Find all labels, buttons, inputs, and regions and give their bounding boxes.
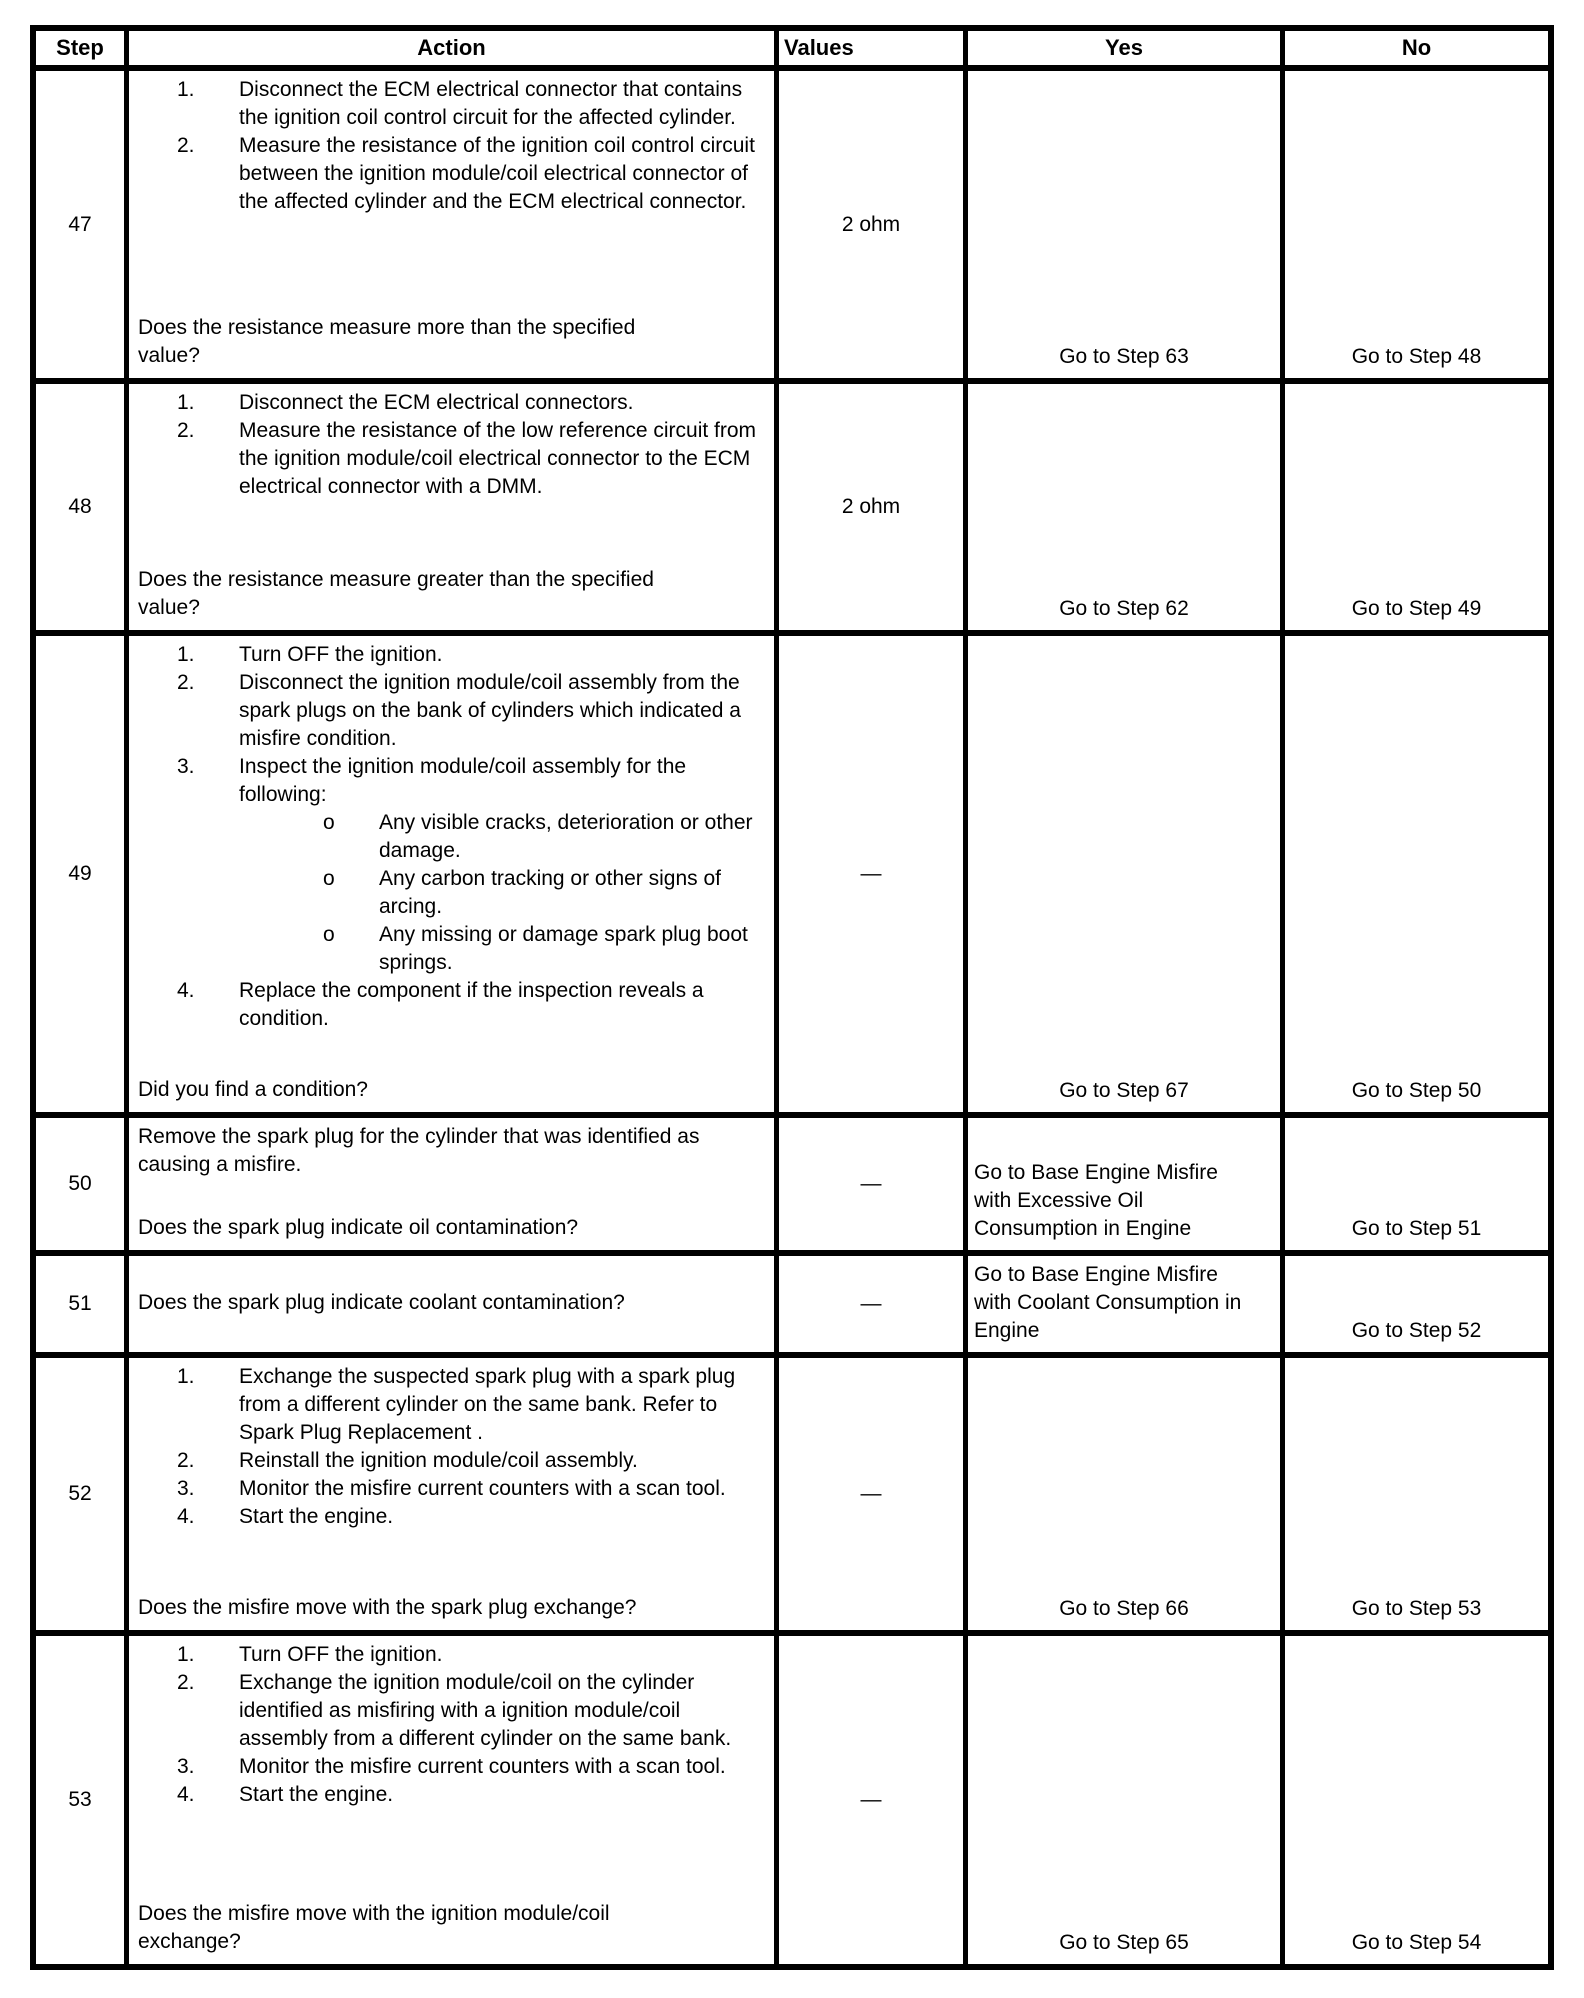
row-52-action	[129, 1358, 774, 1630]
action-list	[129, 1641, 762, 1809]
row-50-no: Go to Step 51	[1285, 1118, 1548, 1250]
list-item-text: Reinstall the ignition module/coil assembly.	[239, 1449, 638, 1472]
sub-bullet-item	[323, 809, 762, 865]
action-question: Does the misfire move with the ignition module/coil exchange?	[138, 1902, 610, 1953]
row-48-values: 2 ohm	[779, 384, 963, 630]
action-list-item	[177, 669, 762, 753]
row-49-values: —	[779, 636, 963, 1112]
row-47-no: Go to Step 48	[1285, 71, 1548, 378]
row-47-values: 2 ohm	[779, 71, 963, 378]
action-question: Does the resistance measure greater than the specified value?	[138, 568, 654, 619]
row-47-action	[129, 71, 774, 378]
list-item-text: Measure the resistance of the low reference circuit from the ignition module/coil electrical connector to the ECM electrical connector with a DMM.	[239, 419, 757, 498]
action-list-item	[177, 1447, 762, 1475]
list-item-text: Inspect the ignition module/coil assembly for the following: o Any visible cracks, deterioration or other damage. o Any carbon tracking or other signs of arcing. o Any missing or damage spark plug boot springs.	[239, 753, 762, 977]
list-item-text: Disconnect the ECM electrical connectors.	[239, 391, 634, 414]
row-50-yes: Go to Base Engine Misfire with Excessive Oil Consumption in Engine	[968, 1118, 1280, 1250]
action-question: Does the resistance measure more than the specified value?	[138, 316, 636, 367]
list-item-number: 1.	[177, 1365, 195, 1388]
sub-bullet-item	[323, 921, 762, 977]
action-list-item	[177, 977, 762, 1033]
header-action: Action	[129, 31, 774, 65]
list-item-number: 1.	[177, 643, 195, 666]
action-list	[129, 389, 762, 501]
list-item-number: 2.	[177, 1671, 195, 1694]
row-53-step: 53	[36, 1636, 124, 1964]
list-item-text: Disconnect the ECM electrical connector that contains the ignition coil control circuit for the affected cylinder.	[239, 78, 743, 129]
row-51-values: —	[779, 1256, 963, 1352]
list-item-number: 3.	[177, 1755, 195, 1778]
row-49-yes: Go to Step 67	[968, 636, 1280, 1112]
bullet-marker: o	[323, 811, 335, 834]
action-list-item	[177, 389, 762, 417]
action-list-item	[177, 641, 762, 669]
row-53-values: —	[779, 1636, 963, 1964]
list-item-number: 4.	[177, 979, 195, 1002]
row-52-no: Go to Step 53	[1285, 1358, 1548, 1630]
list-item-number: 4.	[177, 1505, 195, 1528]
row-52-values: —	[779, 1358, 963, 1630]
action-list-item	[177, 1641, 762, 1669]
list-item-text: Turn OFF the ignition.	[239, 643, 443, 666]
list-item-text: Monitor the misfire current counters with a scan tool.	[239, 1477, 726, 1500]
row-50-step: 50	[36, 1118, 124, 1250]
list-item-text: Exchange the ignition module/coil on the cylinder identified as misfiring with a ignition module/coil assembly from a different cylinder on the same bank.	[239, 1671, 732, 1750]
sub-bullet-text: Any visible cracks, deterioration or other damage.	[379, 811, 753, 862]
row-51-action	[129, 1256, 774, 1352]
action-list-item	[177, 76, 762, 132]
row-52-yes: Go to Step 66	[968, 1358, 1280, 1630]
action-list-item	[177, 1363, 762, 1447]
list-item-text: Exchange the suspected spark plug with a spark plug from a different cylinder on the same bank. Refer to Spark Plug Replacement .	[239, 1365, 736, 1444]
list-item-text: Start the engine.	[239, 1505, 394, 1528]
action-list-item	[177, 132, 762, 216]
action-question: Did you find a condition?	[138, 1078, 368, 1101]
list-item-number: 1.	[177, 391, 195, 414]
row-48-step: 48	[36, 384, 124, 630]
bullet-marker: o	[323, 923, 335, 946]
action-question: Does the spark plug indicate coolant contamination?	[138, 1290, 625, 1314]
header-values: Values	[779, 31, 963, 65]
action-list-item	[177, 1781, 762, 1809]
list-item-number: 4.	[177, 1783, 195, 1806]
row-49-no: Go to Step 50	[1285, 636, 1548, 1112]
action-list	[129, 641, 762, 1033]
row-51-no: Go to Step 52	[1285, 1256, 1548, 1352]
action-list-item	[177, 1753, 762, 1781]
row-52-step: 52	[36, 1358, 124, 1630]
list-item-number: 1.	[177, 1643, 195, 1666]
action-question: Does the spark plug indicate oil contamination?	[138, 1216, 579, 1239]
list-item-text: Start the engine.	[239, 1783, 394, 1806]
row-49-action	[129, 636, 774, 1112]
row-53-action	[129, 1636, 774, 1964]
sub-bullet-list	[323, 809, 762, 977]
row-53-yes: Go to Step 65	[968, 1636, 1280, 1964]
list-item-number: 2.	[177, 419, 195, 442]
bullet-marker: o	[323, 867, 335, 890]
action-statement: Remove the spark plug for the cylinder that was identified as causing a misfire.	[138, 1125, 700, 1176]
list-item-number: 2.	[177, 671, 195, 694]
action-list	[129, 76, 762, 216]
list-item-text: Disconnect the ignition module/coil assembly from the spark plugs on the bank of cylinders which indicated a misfire condition.	[239, 671, 741, 750]
sub-bullet-text: Any carbon tracking or other signs of arcing.	[379, 867, 722, 918]
action-list	[129, 1363, 762, 1531]
row-47-yes: Go to Step 63	[968, 71, 1280, 378]
row-50-values: —	[779, 1118, 963, 1250]
list-item-text: Monitor the misfire current counters with a scan tool.	[239, 1755, 726, 1778]
action-list-item	[177, 1503, 762, 1531]
row-48-yes: Go to Step 62	[968, 384, 1280, 630]
list-item-number: 1.	[177, 78, 195, 101]
row-50-action	[129, 1118, 774, 1250]
action-list-item	[177, 1475, 762, 1503]
list-item-number: 2.	[177, 1449, 195, 1472]
list-item-text: Replace the component if the inspection reveals a condition.	[239, 979, 704, 1030]
list-item-number: 3.	[177, 1477, 195, 1500]
row-48-no: Go to Step 49	[1285, 384, 1548, 630]
list-item-text: Measure the resistance of the ignition coil control circuit between the ignition module/coil electrical connector of the affected cylinder and the ECM electrical connector.	[239, 134, 755, 213]
row-47-step: 47	[36, 71, 124, 378]
row-51-yes: Go to Base Engine Misfire with Coolant Consumption in Engine	[968, 1256, 1280, 1352]
list-item-number: 2.	[177, 134, 195, 157]
header-step: Step	[36, 31, 124, 65]
action-list-item	[177, 417, 762, 501]
sub-bullet-item	[323, 865, 762, 921]
row-49-step: 49	[36, 636, 124, 1112]
list-item-number: 3.	[177, 755, 195, 778]
row-53-no: Go to Step 54	[1285, 1636, 1548, 1964]
row-48-action	[129, 384, 774, 630]
sub-bullet-text: Any missing or damage spark plug boot springs.	[379, 923, 748, 974]
header-no: No	[1285, 31, 1548, 65]
row-51-step: 51	[36, 1256, 124, 1352]
action-question: Does the misfire move with the spark plug exchange?	[138, 1596, 637, 1619]
list-item-text: Turn OFF the ignition.	[239, 1643, 443, 1666]
action-list-item	[177, 1669, 762, 1753]
action-list-item	[177, 753, 762, 977]
header-yes: Yes	[968, 31, 1280, 65]
diagnostic-table	[30, 25, 1554, 1970]
